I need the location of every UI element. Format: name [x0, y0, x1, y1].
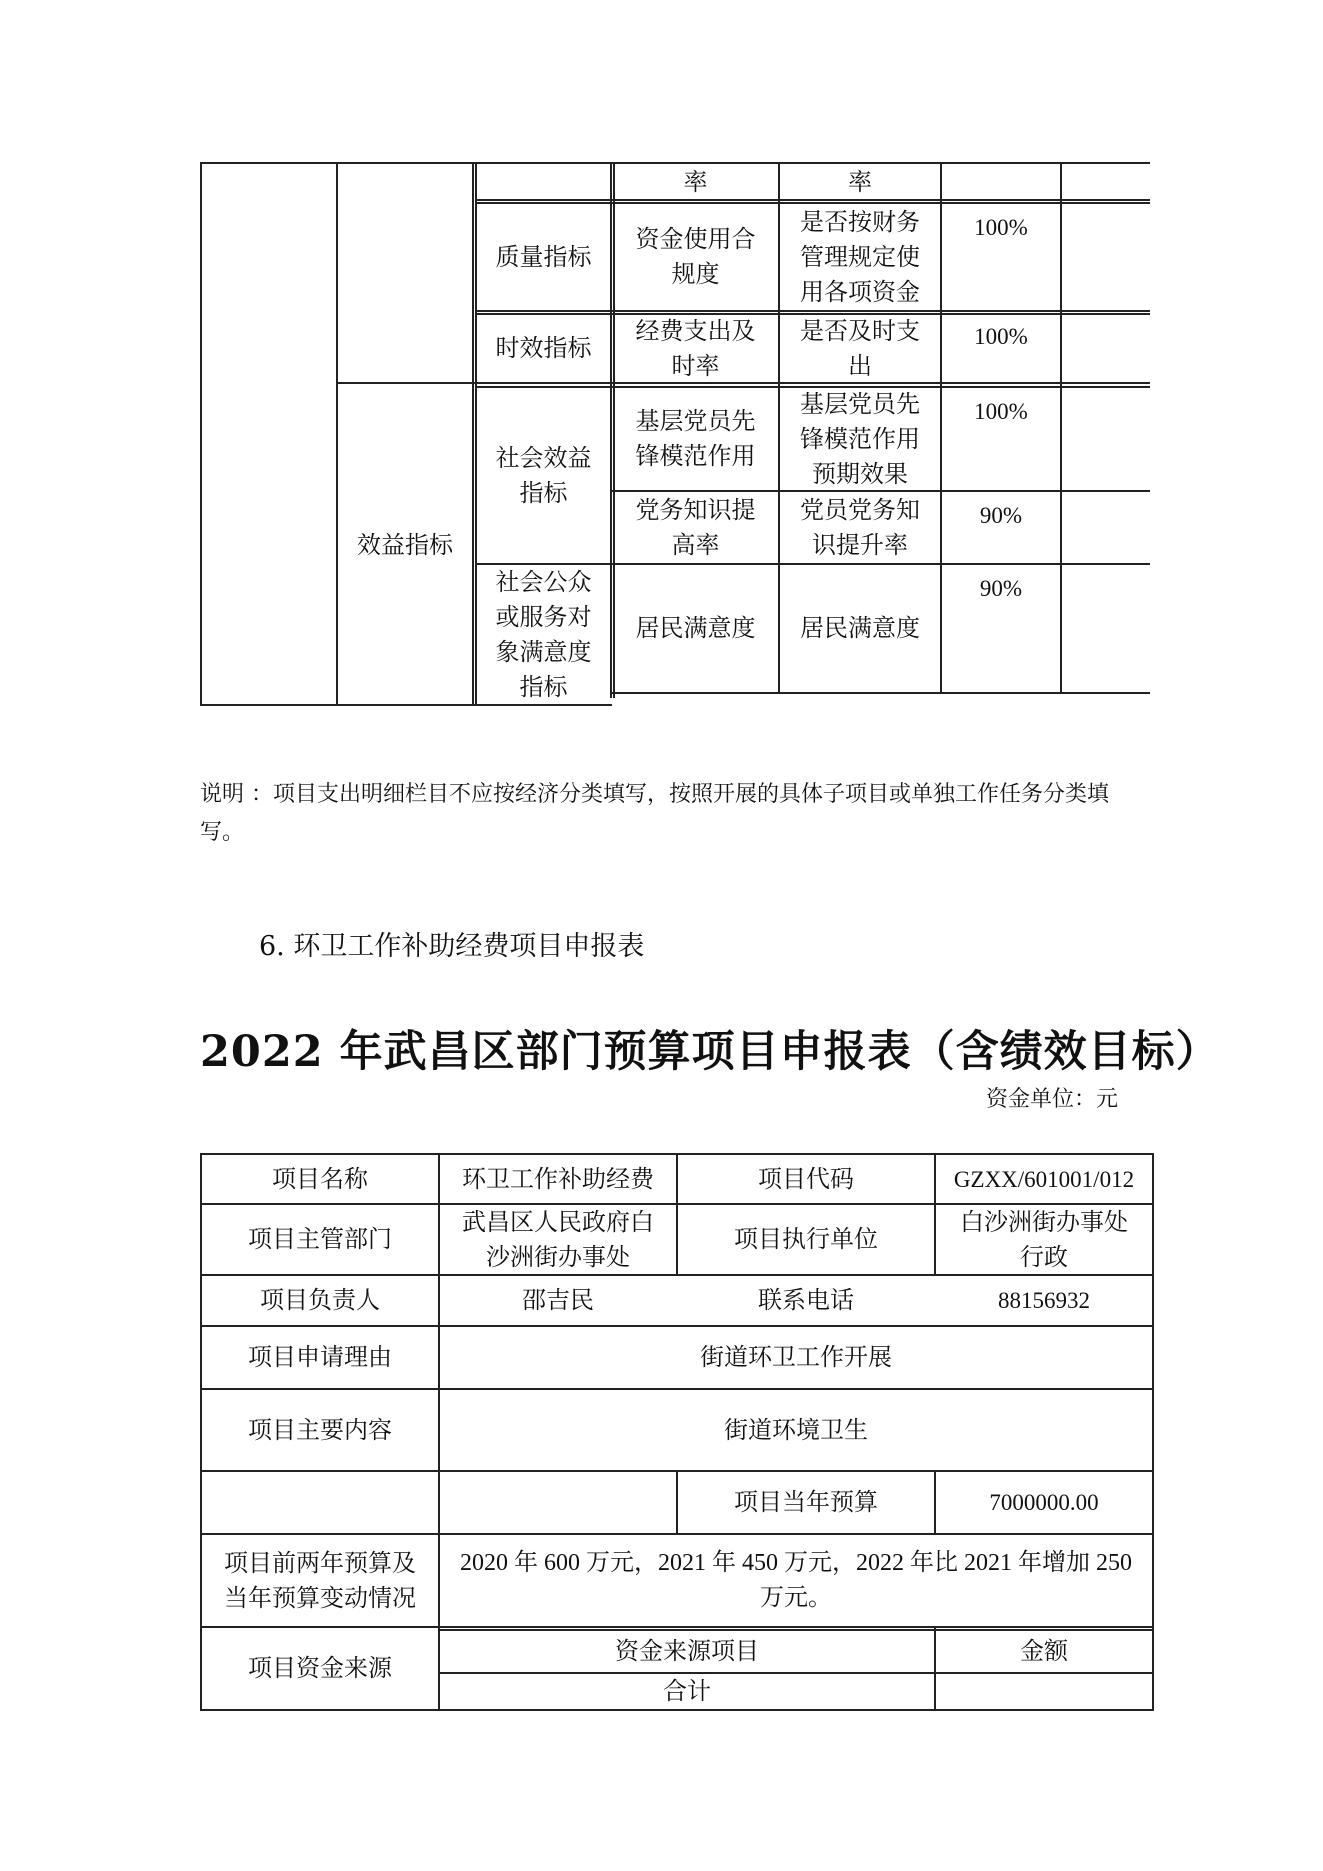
total-label: 合计 — [663, 1677, 711, 1705]
leader-value: 邵吉民 — [522, 1286, 594, 1314]
party-role-model-desc: 基层党员先 锋模范作用 预期效果 — [800, 389, 920, 488]
phone-value: 88156932 — [998, 1288, 1090, 1313]
timely-spending-desc: 是否及时支 出 — [800, 316, 920, 380]
phone-label: 联系电话 — [758, 1286, 854, 1314]
benefit-indicator-label: 效益指标 — [357, 530, 453, 559]
project-name-value: 环卫工作补助经费 — [462, 1164, 654, 1193]
project-code-label: 项目代码 — [758, 1164, 854, 1193]
reason-value: 街道环卫工作开展 — [700, 1343, 892, 1371]
party-role-model: 基层党员先 锋模范作用 — [635, 407, 756, 470]
form-title: 2022 年武昌区部门预算项目申报表（含绩效目标） — [200, 1027, 1220, 1077]
history-label: 项目前两年预算及 当年预算变动情况 — [224, 1548, 416, 1612]
history-value: 2020 年 600 万元，2021 年 450 万元，2022 年比 2021 年增加 250 万元。 — [460, 1549, 1132, 1611]
budget-value: 7000000.00 — [989, 1490, 1099, 1515]
timely-spending-rate: 经费支出及 时率 — [635, 316, 756, 380]
party-knowledge-desc: 党员党务知 识提升率 — [800, 495, 920, 559]
note-text: 说明 ：项目支出明细栏目不应按经济分类填写，按照开展的具体子项目或单独工作任务分类填写。 — [200, 782, 1109, 845]
rate-cont-1: 率 — [683, 167, 708, 196]
social-target-value-2: 90% — [979, 503, 1023, 528]
unit-label: 资金单位：元 — [986, 1087, 1119, 1112]
resident-satisfaction-desc: 居民满意度 — [800, 614, 920, 642]
party-knowledge-rate: 党务知识提 高率 — [635, 495, 756, 559]
satisfaction-indicator-label: 社会公众 或服务对 象满意度 指标 — [495, 567, 592, 701]
quality-target-value: 100% — [974, 215, 1028, 240]
timeliness-indicator-label: 时效指标 — [495, 334, 592, 362]
amount-header: 金额 — [1020, 1637, 1068, 1665]
budget-label: 项目当年预算 — [734, 1488, 878, 1516]
project-name-label: 项目名称 — [272, 1164, 368, 1193]
fund-compliance-desc: 是否按财务 管理规定使 用各项资金 — [800, 207, 920, 306]
project-code-value: GZXX/601001/012 — [953, 1166, 1135, 1192]
dept-label: 项目主管部门 — [248, 1225, 392, 1253]
reason-label: 项目申请理由 — [248, 1343, 392, 1371]
timeliness-target-value: 100% — [974, 324, 1028, 349]
satisfaction-target-value: 90% — [979, 576, 1023, 601]
social-target-value-1: 100% — [974, 399, 1028, 424]
section-subtitle: 6. 环卫工作补助经费项目申报表 — [259, 931, 645, 962]
dept-value: 武昌区人民政府白 沙洲街办事处 — [462, 1207, 654, 1271]
rate-cont-2: 率 — [848, 167, 872, 196]
source-item-header: 资金来源项目 — [615, 1637, 759, 1665]
source-label: 项目资金来源 — [248, 1654, 392, 1682]
fund-compliance: 资金使用合 规度 — [635, 225, 756, 288]
content-value: 街道环境卫生 — [724, 1415, 868, 1444]
resident-satisfaction: 居民满意度 — [635, 614, 756, 642]
exec-unit-value: 白沙洲街办事处 行政 — [960, 1207, 1128, 1271]
content-label: 项目主要内容 — [248, 1415, 392, 1444]
social-benefit-label: 社会效益 指标 — [495, 443, 592, 507]
exec-unit-label: 项目执行单位 — [734, 1225, 878, 1253]
leader-label: 项目负责人 — [260, 1286, 380, 1314]
quality-indicator-label: 质量指标 — [495, 242, 592, 271]
